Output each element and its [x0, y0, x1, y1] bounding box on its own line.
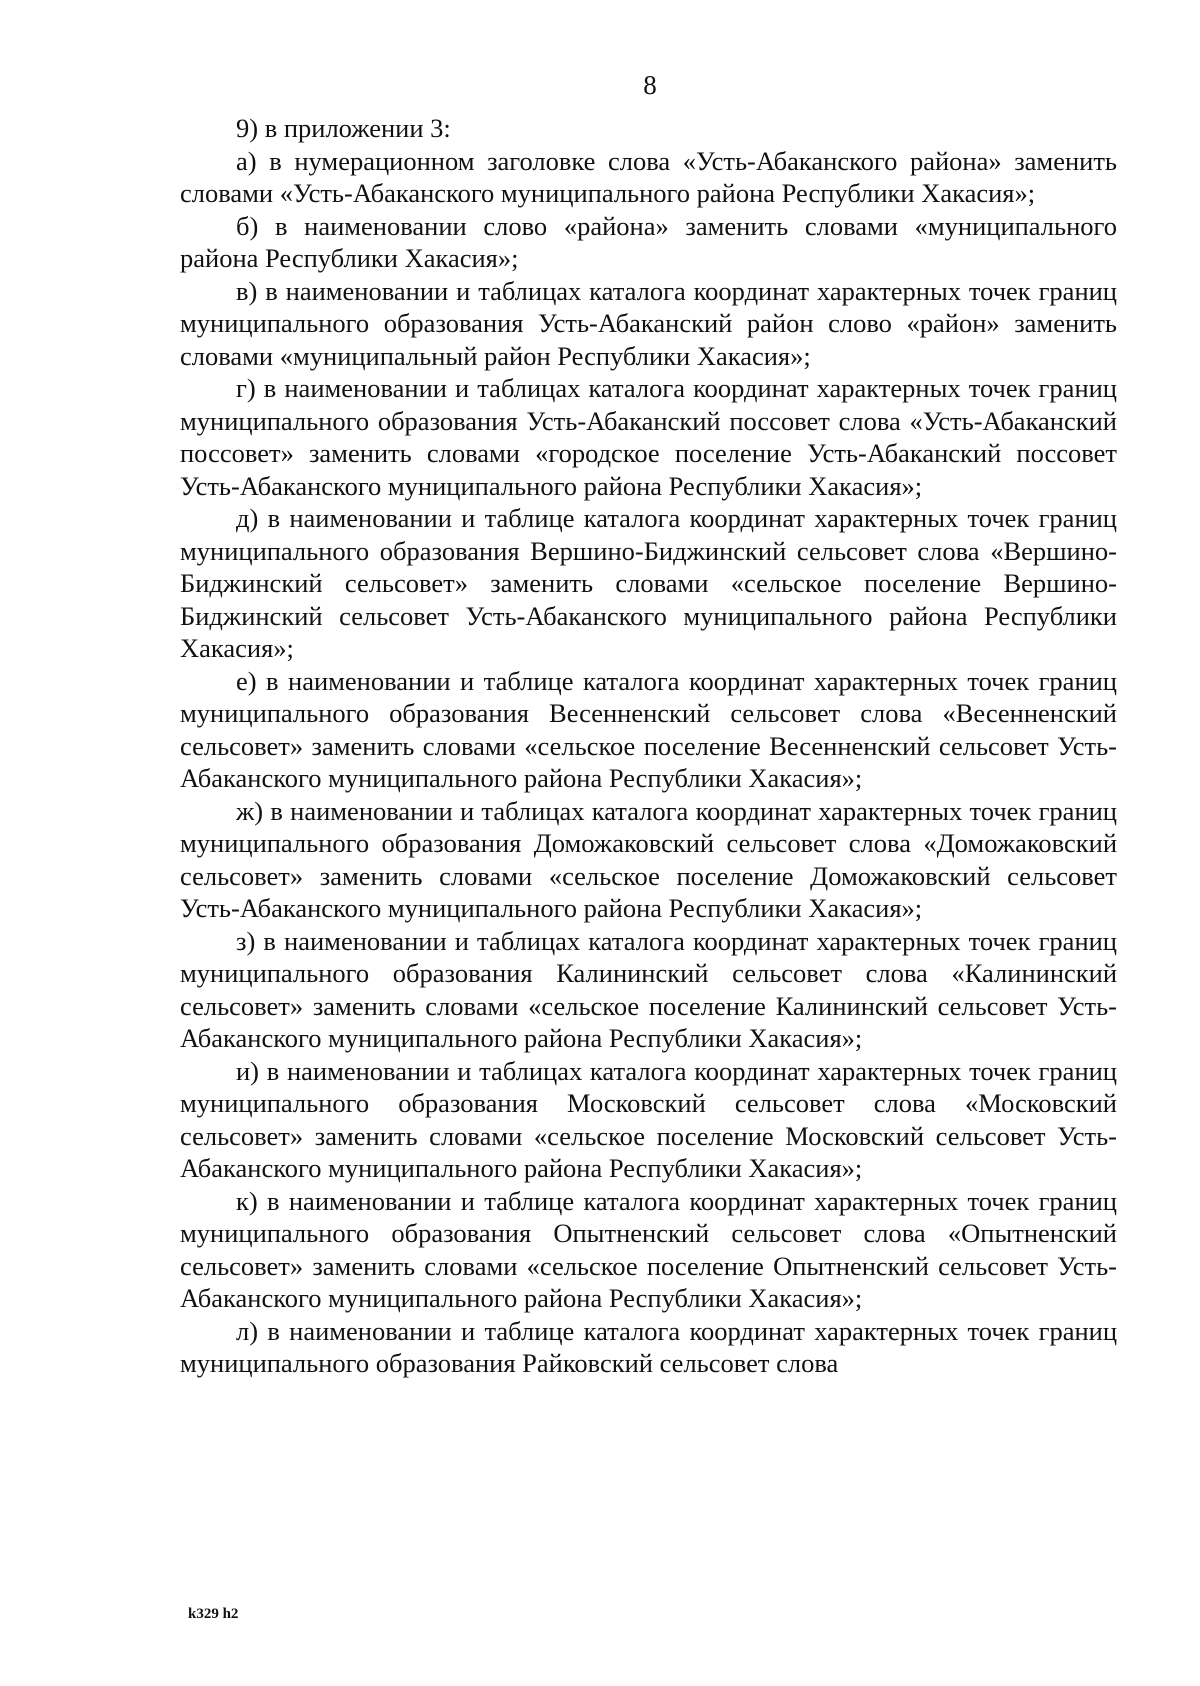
- paragraph-subitem-b: б) в наименовании слово «района» заменить словами «муниципального района Республики Хакасия»;: [180, 210, 1117, 273]
- document-body: [180, 112, 1117, 1380]
- paragraph-subitem-v: в) в наименовании и таблицах каталога координат характерных точек границ муниципального образования Усть-Абаканский район слово «район» заменить словами «муниципальный район Республики Хакасия»;: [180, 275, 1117, 371]
- paragraph-subitem-g: г) в наименовании и таблицах каталога координат характерных точек границ муниципального образования Усть-Абаканский поссовет слова «Усть-Абаканский поссовет» заменить словами «городское поселение Усть-Абаканский поссовет Усть-Абаканского муниципального района Республики Хакасия»;: [180, 373, 1117, 501]
- footer-document-code: k329 h2: [188, 1606, 239, 1622]
- paragraph-subitem-d: д) в наименовании и таблице каталога координат характерных точек границ муниципального образования Вершино-Биджинский сельсовет слова «Вершино-Биджинский сельсовет» заменить словами «сельское поселение Вершино-Биджинский сельсовет Усть-Абаканского муниципального района Республики Хакасия»;: [180, 503, 1117, 663]
- page-number: 8: [643, 70, 657, 100]
- paragraph-subitem-k: к) в наименовании и таблице каталога координат характерных точек границ муниципального образования Опытненский сельсовет слова «Опытненский сельсовет» заменить словами «сельское поселение Опытненский сельсовет Усть-Абаканского муниципального района Республики Хакасия»;: [180, 1185, 1117, 1313]
- paragraph-subitem-zh: ж) в наименовании и таблицах каталога координат характерных точек границ муниципального образования Доможаковский сельсовет слова «Доможаковский сельсовет» заменить словами «сельское поселение Доможаковский сельсовет Усть-Абаканского муниципального района Республики Хакасия»;: [180, 795, 1117, 923]
- paragraph-subitem-l: л) в наименовании и таблице каталога координат характерных точек границ муниципального образования Райковский сельсовет слова: [180, 1315, 1117, 1378]
- paragraph-subitem-a: а) в нумерационном заголовке слова «Усть-Абаканского района» заменить словами «Усть-Абаканского муниципального района Республики Хакасия»;: [180, 145, 1117, 208]
- paragraph-subitem-e: е) в наименовании и таблице каталога координат характерных точек границ муниципального образования Весенненский сельсовет слова «Весенненский сельсовет» заменить словами «сельское поселение Весенненский сельсовет Усть-Абаканского муниципального района Республики Хакасия»;: [180, 665, 1117, 793]
- paragraph-subitem-z: з) в наименовании и таблицах каталога координат характерных точек границ муниципального образования Калининский сельсовет слова «Калининский сельсовет» заменить словами «сельское поселение Калининский сельсовет Усть-Абаканского муниципального района Республики Хакасия»;: [180, 925, 1117, 1053]
- paragraph-subitem-i: и) в наименовании и таблицах каталога координат характерных точек границ муниципального образования Московский сельсовет слова «Московский сельсовет» заменить словами «сельское поселение Московский сельсовет Усть-Абаканского муниципального района Республики Хакасия»;: [180, 1055, 1117, 1183]
- paragraph-item-9: 9) в приложении 3:: [236, 113, 451, 143]
